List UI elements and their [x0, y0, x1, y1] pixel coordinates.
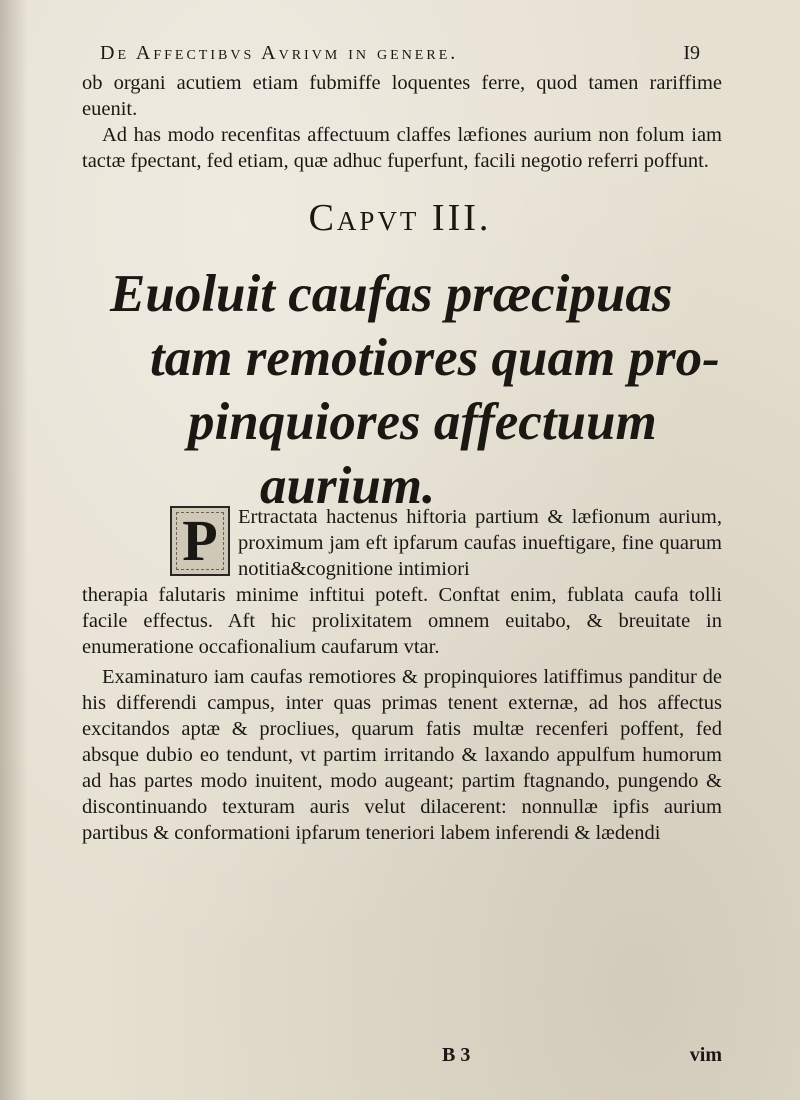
page-number: I9 — [683, 42, 700, 64]
drop-cap-letter: P — [182, 508, 218, 573]
chapter-title-line: tam remotiores quam pro- — [150, 329, 720, 387]
paragraph-4-text: Examinaturo iam caufas remotiores & propinquiores latiffimus panditur de his differendi campus, inter quas primas tenent externæ, ad hos affectus excitandos aptæ & procliues, quarum fatis multæ recenferi poffent, fed absque dubio eo tendunt, vt partim irritando & laxando appulfum humorum ad has partes modo inuitent, modo augeant; partim ftagnando, pungendo & discontinuando texturam auris velut dilacerent: nonnullæ ipfis aurium partibus & conformationi ipfarum teneriori labem inferendi & lædendi — [82, 666, 722, 844]
chapter-title-line: pinquiores affectuum — [188, 393, 657, 451]
paragraph-3-head — [238, 504, 722, 582]
chapter-title — [110, 262, 730, 518]
chapter-title-line: aurium. — [260, 457, 436, 515]
page-edge-shadow — [0, 0, 28, 1100]
running-head — [100, 42, 700, 65]
paragraph-3-first-lines: Ertractata hactenus hiftoria partium & læfionum aurium, proximum jam eft ipfarum caufas inueftigare, fine quarum notitia&cognitione intimiori — [238, 506, 722, 580]
paragraph-1 — [82, 70, 722, 122]
paragraph-2-text: Ad has modo recenfitas affectuum claffes læfiones aurium non folum iam tactæ fpectant, fed etiam, quæ adhuc fuperfunt, facili negotio referri poffunt. — [82, 124, 722, 172]
paragraph-2 — [82, 122, 722, 174]
paragraph-4 — [82, 664, 722, 846]
chapter-title-line: Euoluit caufas præcipuas — [110, 265, 673, 323]
signature-mark: B 3 — [442, 1044, 471, 1066]
running-head-title: De Affectibvs Avrivm in genere. — [100, 42, 459, 64]
paragraph-3-body — [82, 582, 722, 660]
paragraph-3-rest: therapia falutaris minime inftitui poteft. Conftat enim, fublata caufa tolli facile effectus. Aft hic prolixitatem omnem euitabo, & breuitate in enumeratione occafionalium caufarum vtar. — [82, 584, 722, 658]
ornamental-initial — [170, 506, 230, 576]
chapter-label: Capvt III. — [308, 197, 492, 239]
catchword: vim — [689, 1044, 722, 1066]
paragraph-1-text: ob organi acutiem etiam fubmiffe loquentes ferre, quod tamen rariffime euenit. — [82, 72, 722, 120]
